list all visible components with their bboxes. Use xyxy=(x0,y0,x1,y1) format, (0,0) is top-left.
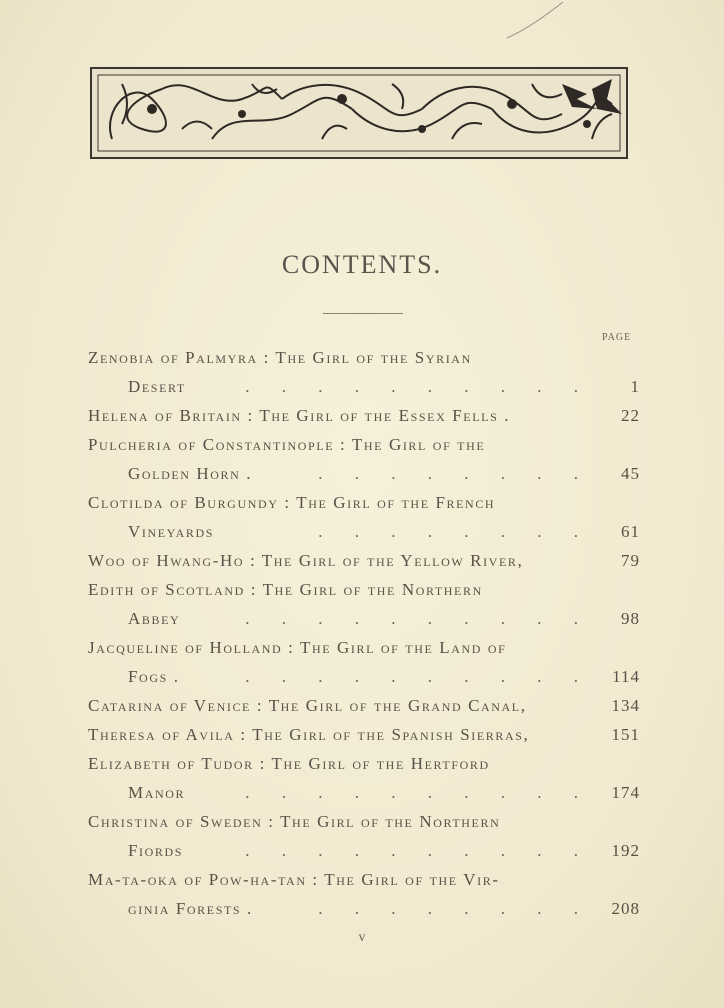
entry-title-line xyxy=(88,343,640,372)
leader-dots: . . . . . . . . . . xyxy=(245,609,592,628)
entry-page-number: 79 xyxy=(621,551,640,570)
foliage-ornament-image xyxy=(92,69,626,157)
leader-dots: . . . . . . . . . . xyxy=(245,377,592,396)
entry-page-number: 61 xyxy=(621,522,640,541)
contents-entry xyxy=(88,401,640,430)
entry-page-number: 98 xyxy=(621,609,640,628)
leader-dots: . . . . . . . . xyxy=(318,522,592,541)
entry-title-text: Pulcheria of Constantinople : The Girl of the xyxy=(88,435,486,454)
entry-page-number: 22 xyxy=(621,406,640,425)
entry-title-text: Fogs . xyxy=(128,667,180,686)
entry-page-number: 114 xyxy=(612,667,640,686)
entry-title-text: Manor xyxy=(128,783,186,802)
entry-page-number: 174 xyxy=(611,783,640,802)
page-crease-mark xyxy=(505,0,565,40)
entry-continuation-line xyxy=(88,894,640,923)
entry-title-text: Golden Horn . xyxy=(128,464,253,483)
entry-title-text: Woo of Hwang-Ho : The Girl of the Yellow River, xyxy=(88,551,524,570)
entry-page-number: 192 xyxy=(611,841,640,860)
contents-entry xyxy=(88,720,640,749)
entry-title-text: Elizabeth of Tudor : The Girl of the Hertford xyxy=(88,754,490,773)
entry-title-text: Catarina of Venice : The Girl of the Grand Canal, xyxy=(88,696,527,715)
entry-title-line xyxy=(88,430,640,459)
entry-title-line xyxy=(88,575,640,604)
entry-continuation-line xyxy=(88,604,640,633)
entry-title-text: Abbey xyxy=(128,609,181,628)
contents-entry xyxy=(88,430,640,488)
entry-title-line xyxy=(88,865,640,894)
contents-entry xyxy=(88,488,640,546)
contents-heading: CONTENTS. xyxy=(281,250,443,279)
entry-continuation-line xyxy=(88,372,640,401)
entry-title-text: Fiords xyxy=(128,841,184,860)
leader-dots: . . . . . . . . xyxy=(318,464,592,483)
entry-title-text: Helena of Britain : The Girl of the Essex Fells . xyxy=(88,406,511,425)
entry-page-number: 151 xyxy=(611,725,640,744)
contents-entry xyxy=(88,633,640,691)
contents-entry xyxy=(88,807,640,865)
contents-entry xyxy=(88,343,640,401)
entry-continuation-line xyxy=(88,459,640,488)
page-folio: v xyxy=(358,930,366,945)
contents-entry xyxy=(88,575,640,633)
leader-dots: . . . . . . . . . . xyxy=(245,783,592,802)
entry-title-line xyxy=(88,720,640,749)
entry-title-text: Jacqueline of Holland : The Girl of the Land of xyxy=(88,638,507,657)
contents-entry xyxy=(88,691,640,720)
page-column-label: PAGE xyxy=(602,332,632,343)
entry-title-text: Vineyards xyxy=(128,522,215,541)
contents-entry xyxy=(88,865,640,923)
entry-title-text: ginia Forests . xyxy=(128,899,253,918)
entry-title-line xyxy=(88,546,640,575)
heading-rule xyxy=(323,313,403,314)
entry-continuation-line xyxy=(88,778,640,807)
entry-page-number: 208 xyxy=(611,899,640,918)
ornamental-headpiece xyxy=(90,67,628,159)
entry-page-number: 1 xyxy=(630,377,640,396)
entry-title-text: Desert xyxy=(128,377,186,396)
entry-continuation-line xyxy=(88,517,640,546)
leader-dots: . . . . . . . . . . xyxy=(245,667,592,686)
entry-title-text: Ma-ta-oka of Pow-ha-tan : The Girl of the Vir- xyxy=(88,870,500,889)
entry-continuation-line xyxy=(88,836,640,865)
entry-title-text: Clotilda of Burgundy : The Girl of the French xyxy=(88,493,496,512)
contents-entry xyxy=(88,546,640,575)
entry-title-line xyxy=(88,807,640,836)
entry-title-line xyxy=(88,749,640,778)
entry-page-number: 134 xyxy=(611,696,640,715)
entry-title-text: Zenobia of Palmyra : The Girl of the Syrian xyxy=(88,348,472,367)
entry-continuation-line xyxy=(88,662,640,691)
entry-title-text: Christina of Sweden : The Girl of the Northern xyxy=(88,812,501,831)
entry-title-line xyxy=(88,691,640,720)
entry-title-line xyxy=(88,488,640,517)
entry-title-line xyxy=(88,401,640,430)
entry-title-line xyxy=(88,633,640,662)
entry-title-text: Edith of Scotland : The Girl of the Northern xyxy=(88,580,483,599)
leader-dots: . . . . . . . . . . xyxy=(245,841,592,860)
entry-page-number: 45 xyxy=(621,464,640,483)
leader-dots: . . . . . . . . xyxy=(318,899,592,918)
entry-title-text: Theresa of Avila : The Girl of the Spanish Sierras, xyxy=(88,725,530,744)
contents-entry xyxy=(88,749,640,807)
